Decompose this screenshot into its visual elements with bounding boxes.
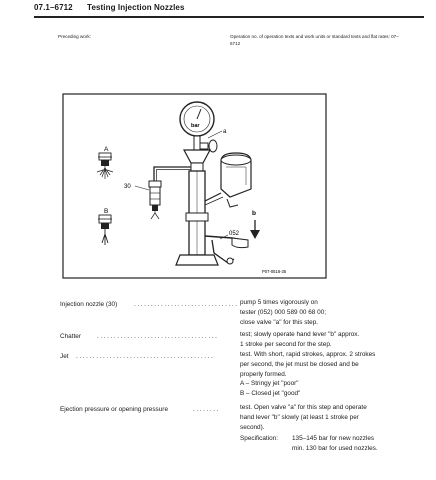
tester-base	[176, 255, 218, 265]
desc-line: pump 5 times vigorously on	[240, 299, 318, 306]
section-number: 07.1–6712	[34, 3, 73, 12]
desc-line: test; slowly operate hand lever "b" approx.	[240, 331, 360, 338]
injection-nozzle-30	[124, 181, 161, 219]
nozzle-tester-figure	[62, 93, 327, 279]
pressure-gauge	[180, 102, 214, 150]
fluid-reservoir	[205, 153, 251, 207]
page-title: Testing Injection Nozzles	[87, 3, 185, 12]
desc-line: test. Open valve "a" for this step and operate	[240, 404, 367, 411]
specification-block	[240, 434, 378, 454]
desc-line: properly formed.	[240, 370, 287, 378]
dot-leader: ....................................	[97, 333, 219, 340]
row-jet-desc	[240, 350, 425, 399]
page-header	[34, 3, 185, 12]
nozzle-30-label: 30	[124, 184, 131, 190]
stringy-jet-illustration	[97, 146, 113, 179]
row-ejection-pressure-desc	[240, 403, 425, 432]
figure-code: P07-0516-35	[262, 269, 287, 274]
desc-line: second).	[240, 423, 265, 431]
specification-used-value: min. 130 bar for used nozzles.	[292, 444, 378, 452]
desc-line: 1 stroke per second for the step.	[240, 340, 332, 348]
row-injection-nozzle-desc	[240, 298, 425, 327]
specification-label: Specification:	[240, 435, 279, 442]
specification-new-value: 135–145 bar for new nozzles	[292, 435, 375, 442]
row-chatter-label: Chatter	[60, 333, 81, 340]
row-ejection-pressure-label: Ejection pressure or opening pressure	[60, 406, 168, 413]
jet-b-label: B	[104, 208, 109, 215]
tester-column	[186, 171, 208, 255]
dot-leader: .........................................	[76, 353, 215, 360]
gauge-unit-label: bar	[191, 123, 200, 129]
row-jet-label: Jet	[60, 353, 69, 360]
dot-leader: ........	[193, 406, 221, 413]
desc-line: per second, the jet must be closed and be	[240, 360, 359, 368]
desc-line: hand lever "b" slowly (at least 1 stroke per	[240, 413, 359, 421]
desc-line: test. With short, rapid strokes, approx. 2 strokes	[240, 351, 376, 358]
closed-jet-illustration	[98, 208, 112, 245]
row-injection-nozzle-label: Injection nozzle (30)	[60, 301, 118, 308]
dot-leader: ...............................	[134, 301, 239, 308]
jet-a-label: A	[104, 146, 109, 153]
desc-line: A – Stringy jet "poor"	[240, 380, 299, 388]
operation-references: Operation no. of operation texts and work units or standard texts and flat rates: 07–6712	[230, 34, 399, 46]
preceding-work-label: Preceding work:	[58, 34, 91, 39]
desc-line: B – Closed jet "good"	[240, 390, 301, 398]
header-rule	[34, 16, 424, 18]
lever-b-label: b	[252, 210, 256, 217]
valve-a-label: a	[223, 129, 227, 135]
desc-line: close valve "a" for this step.	[240, 318, 319, 326]
desc-line: tester (052) 000 589 00 68 00;	[240, 308, 326, 316]
tester-052-label: 052	[229, 231, 240, 237]
row-chatter-desc	[240, 330, 425, 350]
